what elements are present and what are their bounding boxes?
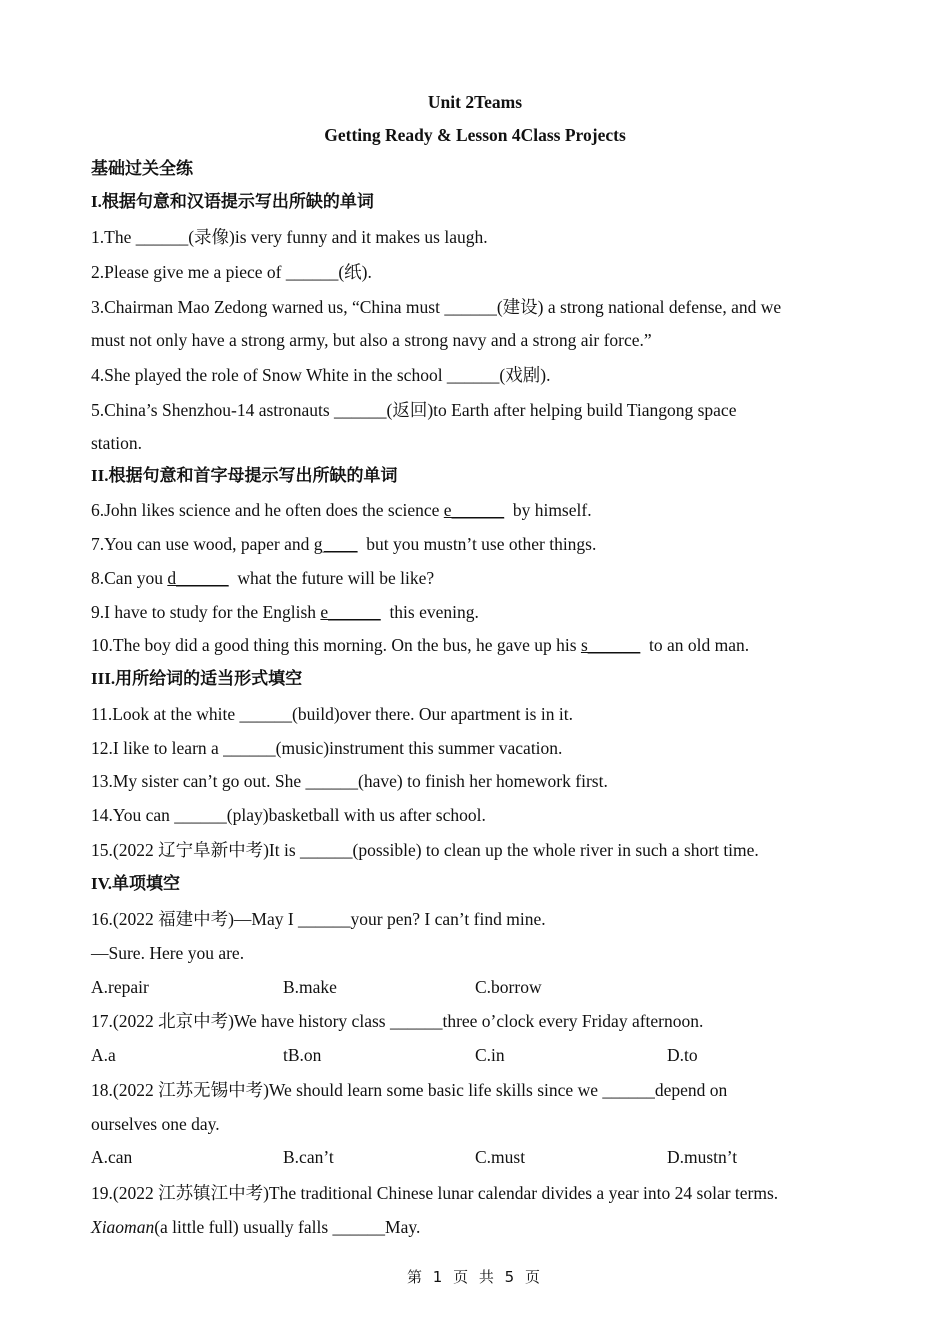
section-4-heading: IV.单项填空 [91, 874, 180, 894]
question-8: 8.Can you d______ what the future will be like? [91, 568, 435, 588]
option-c: C.in [475, 1045, 505, 1065]
question-14: 14.You can ______(play)basketball with us after school. [91, 805, 486, 825]
question-5-line-2: station. [91, 433, 143, 453]
option-b: B.can’t [283, 1147, 334, 1167]
question-3-line-2: must not only have a strong army, but also a strong navy and a strong air force.” [91, 330, 652, 350]
answer-blank: e______ [320, 602, 381, 622]
answer-blank: g____ [313, 534, 358, 554]
option-a: A.can [91, 1147, 133, 1167]
option-d: D.to [667, 1045, 698, 1065]
question-9: 9.I have to study for the English e______ this evening. [91, 602, 479, 622]
option-c: C.borrow [475, 977, 542, 997]
question-7: 7.You can use wood, paper and g____ but you mustn’t use other things. [91, 534, 597, 554]
question-18-line-2: ourselves one day. [91, 1114, 220, 1134]
option-d: D.mustn’t [667, 1147, 738, 1167]
page-footer: 第 1 页 共 5 页 [407, 1268, 543, 1286]
answer-blank: s______ [580, 635, 641, 655]
section-main-heading: 基础过关全练 [91, 159, 193, 179]
question-19-line-2: Xiaoman(a little full) usually falls ______May. [91, 1217, 421, 1237]
question-1: 1.The ______(录像)is very funny and it makes us laugh. [91, 227, 488, 247]
option-c: C.must [475, 1147, 526, 1167]
question-13: 13.My sister can’t go out. She ______(have) to finish her homework first. [91, 771, 608, 791]
question-2: 2.Please give me a piece of ______(纸). [91, 262, 372, 282]
question-17: 17.(2022 北京中考)We have history class ______three o’clock every Friday afternoon. [91, 1011, 704, 1031]
answer-blank: e______ [443, 500, 505, 520]
question-11: 11.Look at the white ______(build)over there. Our apartment is in it. [91, 704, 573, 724]
option-b: tB.on [283, 1045, 322, 1065]
option-a: A.repair [91, 977, 149, 997]
question-4: 4.She played the role of Snow White in the school ______(戏剧). [91, 365, 551, 385]
page-subtitle: Getting Ready & Lesson 4Class Projects [324, 125, 626, 145]
page-title: Unit 2Teams [427, 92, 523, 112]
question-18-line-1: 18.(2022 江苏无锡中考)We should learn some basic life skills since we ______depend on [91, 1080, 728, 1100]
question-5-line-1: 5.China’s Shenzhou‑14 astronauts ______(返回)to Earth after helping build Tiangong space [91, 400, 737, 420]
question-12: 12.I like to learn a ______(music)instrument this summer vacation. [91, 738, 563, 758]
question-10: 10.The boy did a good thing this morning. On the bus, he gave up his s______ to an old man. [91, 635, 750, 655]
option-b: B.make [283, 977, 337, 997]
section-1-heading: I.根据句意和汉语提示写出所缺的单词 [91, 192, 374, 212]
question-15: 15.(2022 辽宁阜新中考)It is ______(possible) to clean up the whole river in such a short time. [91, 840, 759, 860]
question-16-line-1: 16.(2022 福建中考)—May I ______your pen? I can’t find mine. [91, 909, 546, 929]
section-3-heading: III.用所给词的适当形式填空 [91, 669, 303, 689]
option-a: A.a [91, 1045, 116, 1065]
question-6: 6.John likes science and he often does the science e______ by himself. [91, 500, 592, 520]
section-2-heading: II.根据句意和首字母提示写出所缺的单词 [91, 466, 398, 486]
answer-blank: d______ [167, 568, 229, 588]
question-19-line-1: 19.(2022 江苏镇江中考)The traditional Chinese lunar calendar divides a year into 24 solar terms. [91, 1183, 779, 1203]
question-3-line-1: 3.Chairman Mao Zedong warned us, “China must ______(建设) a strong national defense, and we [91, 297, 782, 317]
question-16-line-2: —Sure. Here you are. [91, 943, 245, 963]
